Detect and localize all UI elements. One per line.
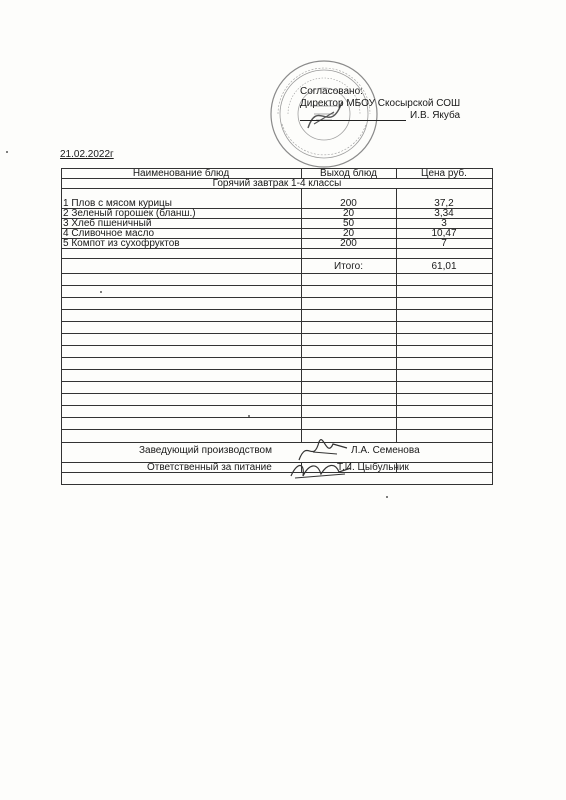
item-output: 20 xyxy=(342,228,355,239)
approval-position: Директор МБОУ Скосырской СОШ xyxy=(300,98,461,109)
item-name: 5 Компот из сухофруктов xyxy=(63,238,180,249)
table-row xyxy=(61,228,493,238)
item-price: 7 xyxy=(441,238,447,249)
approval-title: Согласовано: xyxy=(300,86,363,97)
production-label: Заведующий производством xyxy=(139,445,272,456)
production-name: Л.А. Семенова xyxy=(351,445,420,456)
item-name: 2 Зеленый горошек (бланш.) xyxy=(63,208,196,219)
header-output: Выход блюд xyxy=(320,168,377,179)
item-name: 1 Плов с мясом курицы xyxy=(63,198,172,209)
table-row xyxy=(61,218,493,228)
total-row xyxy=(61,261,493,271)
item-output: 200 xyxy=(340,198,357,209)
nutrition-label: Ответственный за питание xyxy=(147,462,272,473)
item-name: 3 Хлеб пшеничный xyxy=(63,218,152,229)
total-label: Итого: xyxy=(334,261,363,272)
nutrition-signature xyxy=(287,458,355,482)
item-price: 3,34 xyxy=(434,208,454,219)
header-row xyxy=(61,168,493,178)
item-price: 37,2 xyxy=(434,198,454,209)
item-name: 4 Сливочное масло xyxy=(63,228,155,239)
approval-signature-line xyxy=(300,110,460,122)
signature-blank xyxy=(300,110,406,121)
item-output: 50 xyxy=(342,218,355,229)
header-price: Цена руб. xyxy=(421,168,467,179)
total-value: 61,01 xyxy=(431,261,457,272)
document-date: 21.02.2022г xyxy=(60,149,114,160)
item-output: 20 xyxy=(342,208,355,219)
item-price: 3 xyxy=(441,218,447,229)
approval-block xyxy=(300,86,460,122)
scan-speck xyxy=(6,151,8,153)
table-row xyxy=(61,198,493,208)
nutrition-signature-row xyxy=(61,462,493,472)
nutrition-name: Т.И. Цыбульник xyxy=(337,462,409,473)
table-row xyxy=(61,238,493,248)
scan-speck xyxy=(386,496,388,498)
menu-table xyxy=(61,168,493,484)
production-signature-row xyxy=(61,442,493,462)
scan-speck xyxy=(248,415,250,417)
item-price: 10,47 xyxy=(431,228,457,239)
approval-name: И.В. Якуба xyxy=(410,110,461,121)
item-output: 200 xyxy=(340,238,357,249)
table-row xyxy=(61,208,493,218)
scan-speck xyxy=(100,291,102,293)
section-title: Горячий завтрак 1-4 классы xyxy=(212,178,342,189)
section-row xyxy=(61,178,493,188)
header-dish-name: Наименование блюд xyxy=(132,168,230,179)
